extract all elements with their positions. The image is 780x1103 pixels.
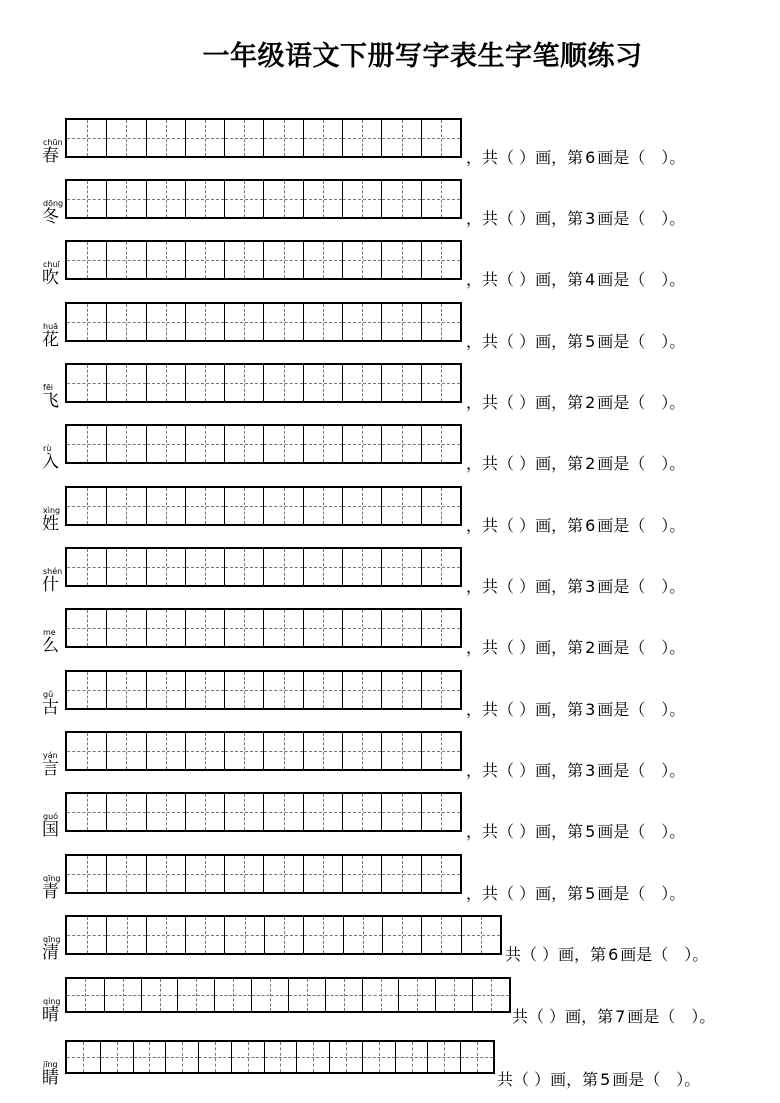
grid-cell[interactable] bbox=[67, 181, 106, 217]
grid-cell[interactable] bbox=[263, 120, 302, 156]
pinyin-label: chuī bbox=[43, 260, 60, 269]
practice-row bbox=[0, 422, 780, 484]
practice-row bbox=[0, 545, 780, 607]
grid-cell[interactable] bbox=[231, 1042, 264, 1072]
pinyin-label: rù bbox=[43, 444, 52, 453]
grid-cell[interactable] bbox=[421, 426, 460, 462]
grid-cell[interactable] bbox=[146, 733, 185, 769]
grid-cell[interactable] bbox=[224, 488, 263, 524]
pinyin-label: me bbox=[43, 628, 56, 637]
grid-cell[interactable] bbox=[67, 610, 106, 646]
grid-cell[interactable] bbox=[67, 549, 106, 585]
grid-cell[interactable] bbox=[67, 856, 106, 892]
grid-cell[interactable] bbox=[146, 120, 185, 156]
grid-cell[interactable] bbox=[106, 365, 145, 401]
practice-row bbox=[0, 484, 780, 546]
practice-row bbox=[0, 729, 780, 791]
grid-cell[interactable] bbox=[104, 979, 141, 1011]
grid-cell[interactable] bbox=[263, 426, 302, 462]
practice-row bbox=[0, 852, 780, 914]
practice-row bbox=[0, 606, 780, 668]
stroke-question: ，共（ ）画，第 2 画是（ ）。 bbox=[466, 454, 686, 473]
stroke-number: 3 bbox=[585, 700, 596, 719]
grid-cell[interactable] bbox=[398, 979, 435, 1011]
stroke-number: 6 bbox=[585, 516, 596, 535]
writing-grid bbox=[65, 118, 462, 158]
grid-cell[interactable] bbox=[67, 488, 106, 524]
grid-cell[interactable] bbox=[381, 365, 420, 401]
stroke-number: 5 bbox=[585, 884, 596, 903]
writing-grid bbox=[65, 424, 462, 464]
grid-cell[interactable] bbox=[303, 365, 342, 401]
grid-cell[interactable] bbox=[185, 856, 224, 892]
grid-cell[interactable] bbox=[146, 242, 185, 278]
grid-cell[interactable] bbox=[288, 979, 325, 1011]
grid-cell[interactable] bbox=[263, 549, 302, 585]
grid-cell[interactable] bbox=[342, 120, 381, 156]
character-label: 花 bbox=[42, 330, 59, 350]
practice-row bbox=[0, 238, 780, 300]
character-label: 言 bbox=[42, 759, 59, 779]
grid-cell[interactable] bbox=[106, 856, 145, 892]
grid-cell[interactable] bbox=[67, 733, 106, 769]
grid-cell[interactable] bbox=[146, 549, 185, 585]
stroke-question: 共（ ）画，第 7 画是（ ）。 bbox=[512, 1007, 716, 1026]
grid-cell[interactable] bbox=[185, 181, 224, 217]
grid-cell[interactable] bbox=[224, 426, 263, 462]
grid-cell[interactable] bbox=[421, 794, 460, 830]
grid-cell[interactable] bbox=[342, 426, 381, 462]
grid-cell[interactable] bbox=[67, 794, 106, 830]
writing-grid bbox=[65, 547, 462, 587]
pinyin-label: gǔ bbox=[43, 690, 54, 699]
grid-cell[interactable] bbox=[342, 856, 381, 892]
grid-cell[interactable] bbox=[421, 917, 460, 953]
pinyin-label: xìng bbox=[43, 506, 61, 515]
stroke-question: ，共（ ）画，第 3 画是（ ）。 bbox=[466, 761, 686, 780]
grid-cell[interactable] bbox=[106, 304, 145, 340]
pinyin-label: qíng bbox=[43, 997, 61, 1006]
grid-cell[interactable] bbox=[427, 1042, 460, 1072]
grid-cell[interactable] bbox=[185, 794, 224, 830]
grid-cell[interactable] bbox=[303, 304, 342, 340]
grid-cell[interactable] bbox=[185, 488, 224, 524]
writing-grid bbox=[65, 608, 462, 648]
stroke-number: 3 bbox=[585, 577, 596, 596]
grid-cell[interactable] bbox=[421, 610, 460, 646]
stroke-number: 6 bbox=[608, 945, 619, 964]
grid-cell[interactable] bbox=[106, 426, 145, 462]
practice-row bbox=[0, 668, 780, 730]
character-label: 冬 bbox=[42, 207, 59, 227]
grid-cell[interactable] bbox=[263, 794, 302, 830]
grid-cell[interactable] bbox=[141, 979, 178, 1011]
grid-cell[interactable] bbox=[325, 979, 362, 1011]
grid-cell[interactable] bbox=[381, 488, 420, 524]
pinyin-label: qīng bbox=[43, 874, 61, 883]
writing-grid bbox=[65, 486, 462, 526]
grid-cell[interactable] bbox=[263, 856, 302, 892]
character-label: 吹 bbox=[42, 268, 59, 288]
character-label: 青 bbox=[42, 882, 59, 902]
stroke-question: ，共（ ）画，第 3 画是（ ）。 bbox=[466, 209, 686, 228]
pinyin-label: fēi bbox=[43, 383, 53, 392]
stroke-question: ，共（ ）画，第 5 画是（ ）。 bbox=[466, 884, 686, 903]
grid-cell[interactable] bbox=[224, 304, 263, 340]
character-label: 春 bbox=[42, 146, 59, 166]
grid-cell[interactable] bbox=[67, 120, 106, 156]
grid-cell[interactable] bbox=[303, 672, 342, 708]
grid-cell[interactable] bbox=[106, 917, 145, 953]
grid-cell[interactable] bbox=[106, 610, 145, 646]
stroke-question: ，共（ ）画，第 3 画是（ ）。 bbox=[466, 700, 686, 719]
grid-cell[interactable] bbox=[67, 365, 106, 401]
grid-cell[interactable] bbox=[381, 733, 420, 769]
pinyin-label: dōng bbox=[43, 199, 64, 208]
grid-cell[interactable] bbox=[381, 610, 420, 646]
grid-cell[interactable] bbox=[67, 426, 106, 462]
grid-cell[interactable] bbox=[224, 242, 263, 278]
stroke-number: 5 bbox=[585, 822, 596, 841]
grid-cell[interactable] bbox=[381, 304, 420, 340]
character-label: 么 bbox=[42, 636, 59, 656]
writing-grid bbox=[65, 915, 502, 955]
character-label: 古 bbox=[42, 698, 59, 718]
grid-cell[interactable] bbox=[185, 304, 224, 340]
writing-grid bbox=[65, 1040, 495, 1074]
grid-cell[interactable] bbox=[146, 365, 185, 401]
stroke-question: ，共（ ）画，第 2 画是（ ）。 bbox=[466, 393, 686, 412]
grid-cell[interactable] bbox=[106, 120, 145, 156]
pinyin-label: guó bbox=[43, 812, 59, 821]
grid-cell[interactable] bbox=[198, 1042, 231, 1072]
character-label: 飞 bbox=[42, 391, 59, 411]
grid-cell[interactable] bbox=[342, 672, 381, 708]
grid-cell[interactable] bbox=[421, 856, 460, 892]
stroke-question: 共（ ）画，第 5 画是（ ）。 bbox=[497, 1070, 701, 1089]
grid-cell[interactable] bbox=[381, 672, 420, 708]
writing-grid bbox=[65, 240, 462, 280]
grid-cell[interactable] bbox=[263, 365, 302, 401]
grid-cell[interactable] bbox=[263, 181, 302, 217]
grid-cell[interactable] bbox=[303, 120, 342, 156]
character-label: 国 bbox=[42, 820, 59, 840]
grid-cell[interactable] bbox=[224, 794, 263, 830]
grid-cell[interactable] bbox=[381, 856, 420, 892]
writing-grid bbox=[65, 854, 462, 894]
grid-cell[interactable] bbox=[185, 242, 224, 278]
grid-cell[interactable] bbox=[224, 856, 263, 892]
grid-cell[interactable] bbox=[146, 426, 185, 462]
writing-grid bbox=[65, 977, 511, 1013]
practice-row bbox=[0, 361, 780, 423]
practice-row bbox=[0, 790, 780, 852]
stroke-question: ，共（ ）画，第 3 画是（ ）。 bbox=[466, 577, 686, 596]
grid-cell[interactable] bbox=[421, 120, 460, 156]
pinyin-label: chūn bbox=[43, 138, 63, 147]
character-label: 晴 bbox=[42, 1005, 59, 1025]
grid-cell[interactable] bbox=[263, 672, 302, 708]
grid-cell[interactable] bbox=[303, 856, 342, 892]
grid-cell[interactable] bbox=[263, 733, 302, 769]
writing-grid bbox=[65, 670, 462, 710]
grid-cell[interactable] bbox=[185, 672, 224, 708]
grid-cell[interactable] bbox=[435, 979, 472, 1011]
grid-cell[interactable] bbox=[224, 120, 263, 156]
grid-cell[interactable] bbox=[303, 610, 342, 646]
grid-cell[interactable] bbox=[67, 672, 106, 708]
grid-cell[interactable] bbox=[342, 794, 381, 830]
grid-cell[interactable] bbox=[296, 1042, 329, 1072]
stroke-question: ，共（ ）画，第 5 画是（ ）。 bbox=[466, 822, 686, 841]
grid-cell[interactable] bbox=[146, 917, 185, 953]
grid-cell[interactable] bbox=[67, 917, 106, 953]
stroke-number: 4 bbox=[585, 270, 596, 289]
grid-cell[interactable] bbox=[214, 979, 251, 1011]
grid-cell[interactable] bbox=[224, 181, 263, 217]
pinyin-label: qīng bbox=[43, 935, 61, 944]
grid-cell[interactable] bbox=[106, 733, 145, 769]
character-label: 什 bbox=[42, 575, 59, 595]
grid-cell[interactable] bbox=[381, 794, 420, 830]
grid-cell[interactable] bbox=[185, 610, 224, 646]
stroke-question: ，共（ ）画，第 2 画是（ ）。 bbox=[466, 638, 686, 657]
stroke-question: ，共（ ）画，第 6 画是（ ）。 bbox=[466, 148, 686, 167]
grid-cell[interactable] bbox=[303, 426, 342, 462]
practice-row bbox=[0, 300, 780, 362]
grid-cell[interactable] bbox=[421, 549, 460, 585]
grid-cell[interactable] bbox=[263, 304, 302, 340]
grid-cell[interactable] bbox=[224, 733, 263, 769]
grid-cell[interactable] bbox=[382, 917, 421, 953]
grid-cell[interactable] bbox=[146, 488, 185, 524]
grid-cell[interactable] bbox=[303, 917, 342, 953]
writing-grid bbox=[65, 302, 462, 342]
grid-cell[interactable] bbox=[106, 794, 145, 830]
grid-cell[interactable] bbox=[461, 917, 500, 953]
grid-cell[interactable] bbox=[185, 733, 224, 769]
stroke-question: ，共（ ）画，第 5 画是（ ）。 bbox=[466, 332, 686, 351]
pinyin-label: huā bbox=[43, 322, 59, 331]
grid-cell[interactable] bbox=[362, 979, 399, 1011]
grid-cell[interactable] bbox=[264, 917, 303, 953]
page-title: 一年级语文下册写字表生字笔顺练习 bbox=[202, 41, 643, 72]
grid-cell[interactable] bbox=[224, 917, 263, 953]
stroke-question: 共（ ）画，第 6 画是（ ）。 bbox=[505, 945, 709, 964]
grid-cell[interactable] bbox=[381, 120, 420, 156]
pinyin-label: shén bbox=[43, 567, 63, 576]
practice-row bbox=[0, 1038, 780, 1100]
grid-cell[interactable] bbox=[165, 1042, 198, 1072]
grid-cell[interactable] bbox=[106, 181, 145, 217]
grid-cell[interactable] bbox=[342, 242, 381, 278]
grid-cell[interactable] bbox=[263, 242, 302, 278]
grid-cell[interactable] bbox=[381, 426, 420, 462]
grid-cell[interactable] bbox=[67, 304, 106, 340]
grid-cell[interactable] bbox=[185, 120, 224, 156]
stroke-number: 3 bbox=[585, 761, 596, 780]
grid-cell[interactable] bbox=[185, 917, 224, 953]
grid-cell[interactable] bbox=[421, 733, 460, 769]
grid-cell[interactable] bbox=[472, 979, 509, 1011]
grid-cell[interactable] bbox=[146, 181, 185, 217]
practice-row bbox=[0, 116, 780, 178]
character-label: 入 bbox=[42, 452, 59, 472]
grid-cell[interactable] bbox=[146, 304, 185, 340]
grid-cell[interactable] bbox=[342, 549, 381, 585]
stroke-number: 3 bbox=[585, 209, 596, 228]
grid-cell[interactable] bbox=[342, 181, 381, 217]
character-label: 清 bbox=[42, 943, 59, 963]
character-label: 姓 bbox=[42, 514, 59, 534]
grid-cell[interactable] bbox=[146, 856, 185, 892]
stroke-number: 2 bbox=[585, 393, 596, 412]
grid-cell[interactable] bbox=[106, 672, 145, 708]
practice-row bbox=[0, 913, 780, 975]
grid-cell[interactable] bbox=[421, 488, 460, 524]
grid-cell[interactable] bbox=[185, 549, 224, 585]
grid-cell[interactable] bbox=[303, 242, 342, 278]
stroke-number: 5 bbox=[600, 1070, 611, 1089]
grid-cell[interactable] bbox=[67, 979, 104, 1011]
grid-cell[interactable] bbox=[224, 672, 263, 708]
grid-cell[interactable] bbox=[342, 610, 381, 646]
grid-cell[interactable] bbox=[303, 181, 342, 217]
grid-cell[interactable] bbox=[224, 549, 263, 585]
writing-grid bbox=[65, 179, 462, 219]
grid-cell[interactable] bbox=[185, 426, 224, 462]
grid-cell[interactable] bbox=[100, 1042, 133, 1072]
stroke-number: 2 bbox=[585, 454, 596, 473]
stroke-number: 6 bbox=[585, 148, 596, 167]
practice-row bbox=[0, 177, 780, 239]
grid-cell[interactable] bbox=[146, 672, 185, 708]
grid-cell[interactable] bbox=[421, 304, 460, 340]
grid-cell[interactable] bbox=[146, 794, 185, 830]
writing-grid bbox=[65, 363, 462, 403]
grid-cell[interactable] bbox=[224, 610, 263, 646]
grid-cell[interactable] bbox=[460, 1042, 493, 1072]
grid-cell[interactable] bbox=[421, 242, 460, 278]
grid-cell[interactable] bbox=[342, 365, 381, 401]
grid-cell[interactable] bbox=[303, 794, 342, 830]
grid-cell[interactable] bbox=[303, 488, 342, 524]
grid-cell[interactable] bbox=[303, 733, 342, 769]
practice-row bbox=[0, 975, 780, 1037]
writing-grid bbox=[65, 792, 462, 832]
grid-cell[interactable] bbox=[342, 733, 381, 769]
grid-cell[interactable] bbox=[421, 365, 460, 401]
grid-cell[interactable] bbox=[421, 181, 460, 217]
grid-cell[interactable] bbox=[251, 979, 288, 1011]
grid-cell[interactable] bbox=[106, 242, 145, 278]
grid-cell[interactable] bbox=[421, 672, 460, 708]
grid-cell[interactable] bbox=[67, 1042, 100, 1072]
grid-cell[interactable] bbox=[329, 1042, 362, 1072]
grid-cell[interactable] bbox=[177, 979, 214, 1011]
writing-grid bbox=[65, 731, 462, 771]
grid-cell[interactable] bbox=[185, 365, 224, 401]
grid-cell[interactable] bbox=[362, 1042, 395, 1072]
grid-cell[interactable] bbox=[67, 242, 106, 278]
pinyin-label: jīng bbox=[43, 1060, 58, 1069]
grid-cell[interactable] bbox=[224, 365, 263, 401]
grid-cell[interactable] bbox=[342, 488, 381, 524]
grid-cell[interactable] bbox=[343, 917, 382, 953]
grid-cell[interactable] bbox=[106, 549, 145, 585]
grid-cell[interactable] bbox=[395, 1042, 428, 1072]
stroke-number: 5 bbox=[585, 332, 596, 351]
grid-cell[interactable] bbox=[381, 549, 420, 585]
pinyin-label: yán bbox=[43, 751, 58, 760]
grid-cell[interactable] bbox=[133, 1042, 166, 1072]
grid-cell[interactable] bbox=[381, 242, 420, 278]
stroke-question: ，共（ ）画，第 4 画是（ ）。 bbox=[466, 270, 686, 289]
grid-cell[interactable] bbox=[263, 488, 302, 524]
grid-cell[interactable] bbox=[264, 1042, 297, 1072]
grid-cell[interactable] bbox=[381, 181, 420, 217]
stroke-number: 7 bbox=[615, 1007, 626, 1026]
character-label: 睛 bbox=[42, 1068, 59, 1088]
grid-cell[interactable] bbox=[263, 610, 302, 646]
grid-cell[interactable] bbox=[146, 610, 185, 646]
grid-cell[interactable] bbox=[342, 304, 381, 340]
stroke-number: 2 bbox=[585, 638, 596, 657]
stroke-question: ，共（ ）画，第 6 画是（ ）。 bbox=[466, 516, 686, 535]
grid-cell[interactable] bbox=[303, 549, 342, 585]
grid-cell[interactable] bbox=[106, 488, 145, 524]
